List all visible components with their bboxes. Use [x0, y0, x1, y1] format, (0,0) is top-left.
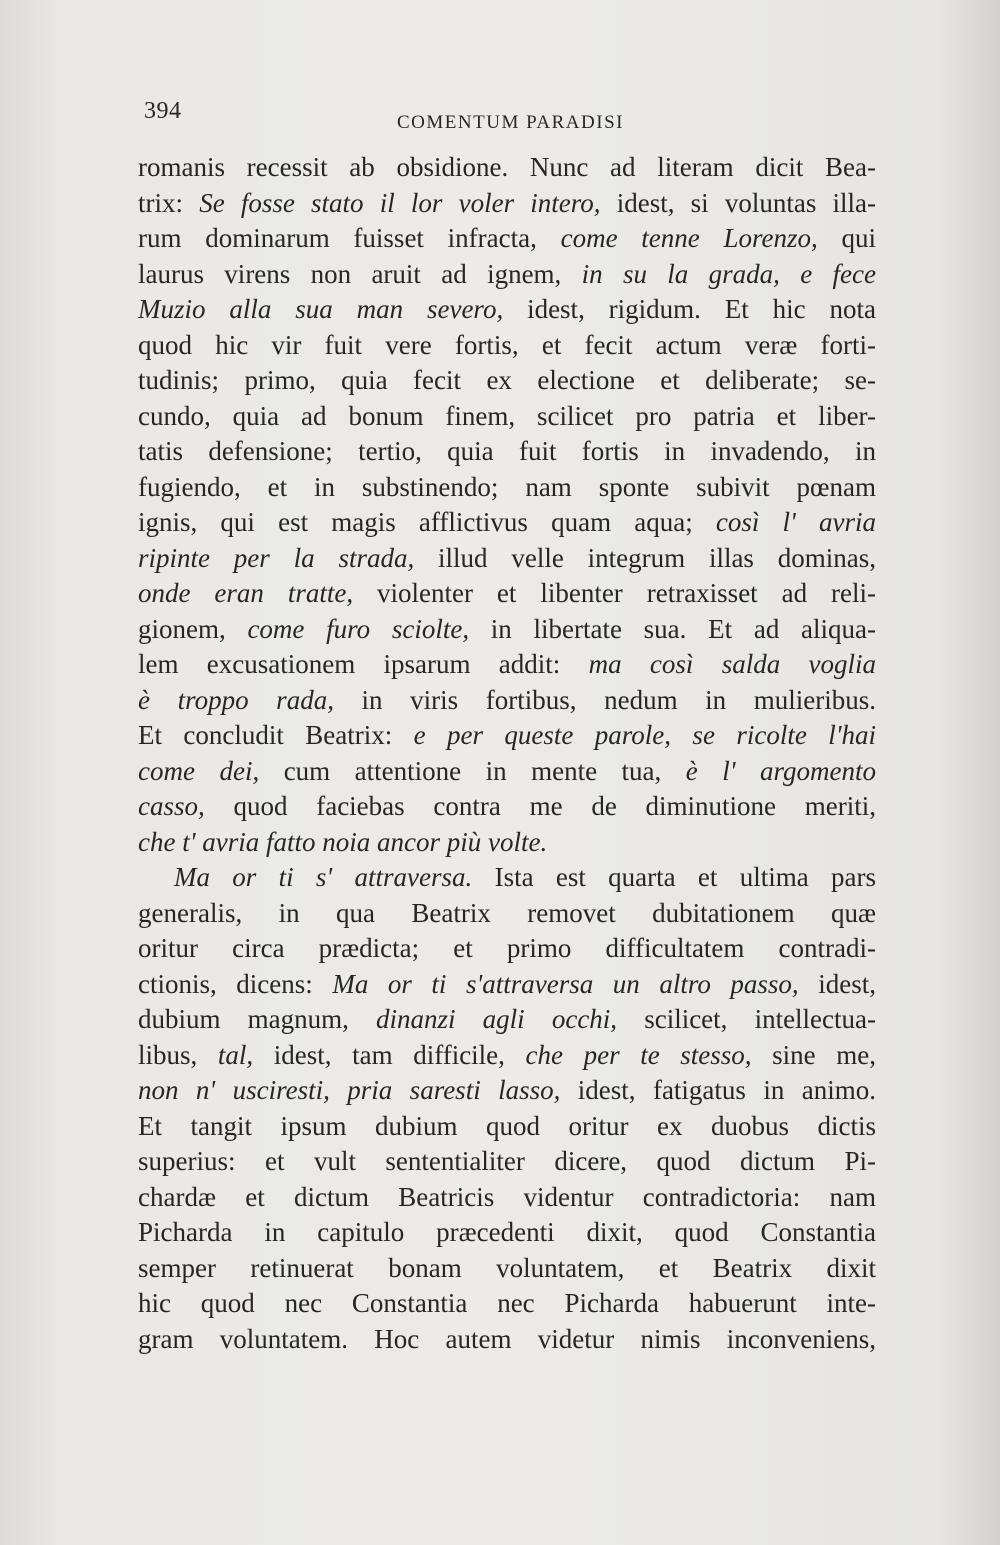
text-segment: quod faciebas contra me de diminutione meriti, [204, 791, 876, 821]
text-segment: rum dominarum fuisset infracta, [138, 223, 561, 253]
text-segment: trix: [138, 187, 200, 218]
text-line [138, 1215, 876, 1251]
italic-quotation: così l' avria [715, 507, 876, 537]
running-head: COMENTUM PARADISI [397, 112, 624, 133]
italic-quotation: e per queste parole, se ricolte l'hai [413, 720, 876, 750]
body-text [138, 150, 876, 1357]
text-segment: idest, fatigatus in animo. [560, 1075, 876, 1105]
text-line [138, 505, 876, 541]
italic-quotation: che t' avria fatto noia ancor più volte. [138, 826, 548, 857]
italic-quotation: tal, [217, 1039, 254, 1070]
text-segment: laurus virens non aruit ad ignem, [138, 258, 582, 289]
text-line [138, 1109, 876, 1145]
text-line [138, 328, 876, 364]
text-line [138, 1038, 876, 1074]
text-line [138, 718, 876, 754]
text-segment: gram voluntatem. Hoc autem videtur nimis inconveniens, [138, 1323, 876, 1354]
text-line [138, 647, 876, 683]
text-segment: hic quod nec Constantia nec Picharda habuerunt inte- [138, 1288, 876, 1318]
text-segment: ignis, qui est magis afflictivus quam aqua; [138, 507, 716, 537]
text-segment: ctionis, dicens: [138, 968, 333, 999]
text-segment: generalis, in qua Beatrix removet dubitationem quæ [138, 897, 876, 928]
text-segment: illud velle integrum illas dominas, [414, 542, 876, 573]
text-segment: in libertate sua. Et ad aliqua- [469, 613, 876, 644]
text-line [138, 1002, 876, 1038]
text-segment: cundo, quia ad bonum finem, scilicet pro patria et liber- [138, 400, 876, 431]
text-segment: superius: et vult sententialiter dicere, quod dictum Pi- [138, 1146, 876, 1176]
text-line [138, 896, 876, 932]
text-segment: tudinis; primo, quia fecit ex electione et deliberate; se- [138, 365, 876, 395]
italic-quotation: ripinte per la strada, [138, 542, 415, 573]
text-segment: Ista est quarta et ultima pars [472, 862, 876, 892]
italic-quotation: in su la grada, e fece [581, 258, 876, 289]
text-segment: cum attentione in mente tua, [259, 755, 686, 786]
text-segment: lem excusationem ipsarum addit: [138, 649, 589, 679]
text-line [138, 860, 876, 896]
text-line [138, 221, 876, 257]
text-segment: fugiendo, et in substinendo; nam sponte subivit pœnam [138, 471, 876, 502]
italic-quotation: come furo sciolte, [247, 613, 470, 644]
text-line [138, 789, 876, 825]
text-line [138, 1286, 876, 1322]
text-line [138, 186, 876, 222]
italic-quotation: Muzio alla sua man severo, [138, 294, 504, 324]
text-segment: semper retinuerat bonam voluntatem, et Beatrix dixit [138, 1252, 876, 1283]
text-segment: libus, [138, 1039, 218, 1070]
text-line [138, 292, 876, 328]
text-segment: oritur circa prædicta; et primo difficultatem contradi- [138, 933, 876, 963]
text-line [138, 683, 876, 719]
italic-quotation: dinanzi agli occhi, [376, 1004, 618, 1034]
text-line [138, 150, 876, 186]
text-segment: in viris fortibus, nedum in mulieribus. [333, 684, 876, 715]
text-segment: Et tangit ipsum dubium quod oritur ex duobus dictis [138, 1110, 876, 1141]
text-line [138, 363, 876, 399]
text-line [138, 576, 876, 612]
text-line [138, 470, 876, 506]
text-segment: dubium magnum, [138, 1004, 377, 1034]
text-segment: idest, tam difficile, [253, 1039, 526, 1070]
text-line [138, 825, 876, 861]
text-segment: Et concludit Beatrix: [138, 720, 414, 750]
italic-quotation: che per te stesso, [525, 1039, 752, 1070]
text-segment: romanis recessit ab obsidione. Nunc ad literam dicit Bea- [138, 152, 876, 182]
text-line [138, 1251, 876, 1287]
text-segment: gionem, [138, 613, 248, 644]
text-line [138, 754, 876, 790]
italic-quotation: Se fosse stato il lor voler intero, [199, 187, 601, 218]
text-segment: scilicet, intellectua- [617, 1004, 876, 1034]
text-line [138, 931, 876, 967]
text-segment: sine me, [751, 1039, 877, 1070]
text-line [138, 1073, 876, 1109]
italic-quotation: casso, [138, 791, 205, 821]
italic-quotation: come dei, [138, 755, 260, 786]
italic-quotation: ma così salda voglia [588, 649, 876, 679]
text-segment: chardæ et dictum Beatricis videntur contradictoria: nam [138, 1181, 876, 1212]
italic-quotation: Ma or ti s'attraversa un altro passo, [332, 968, 799, 999]
text-line [138, 257, 876, 293]
text-segment: idest, si voluntas illa- [600, 187, 876, 218]
text-line [138, 612, 876, 648]
text-segment: idest, [798, 968, 876, 999]
text-line [138, 967, 876, 1003]
text-line [138, 399, 876, 435]
text-segment: quod hic vir fuit vere fortis, et fecit actum veræ forti- [138, 329, 876, 360]
italic-quotation: è troppo rada, [138, 684, 334, 715]
text-line [138, 434, 876, 470]
text-line [138, 1144, 876, 1180]
italic-quotation: come tenne Lorenzo, [560, 223, 818, 253]
text-line [138, 1322, 876, 1358]
text-segment: idest, rigidum. Et hic nota [503, 294, 876, 324]
italic-quotation: è l' argomento [685, 755, 877, 786]
italic-quotation: non n' usciresti, pria saresti lasso, [138, 1075, 561, 1105]
text-line [138, 1180, 876, 1216]
text-line [138, 541, 876, 577]
italic-quotation: onde eran tratte, [138, 578, 354, 608]
text-segment: Picharda in capitulo præcedenti dixit, quod Constantia [138, 1217, 876, 1247]
text-segment: qui [817, 223, 876, 253]
italic-quotation: Ma or ti s' attraversa. [174, 862, 473, 892]
text-segment: violenter et libenter retraxisset ad reli- [353, 578, 876, 608]
text-segment: tatis defensione; tertio, quia fuit fortis in invadendo, in [138, 436, 876, 466]
page-number: 394 [144, 98, 182, 124]
